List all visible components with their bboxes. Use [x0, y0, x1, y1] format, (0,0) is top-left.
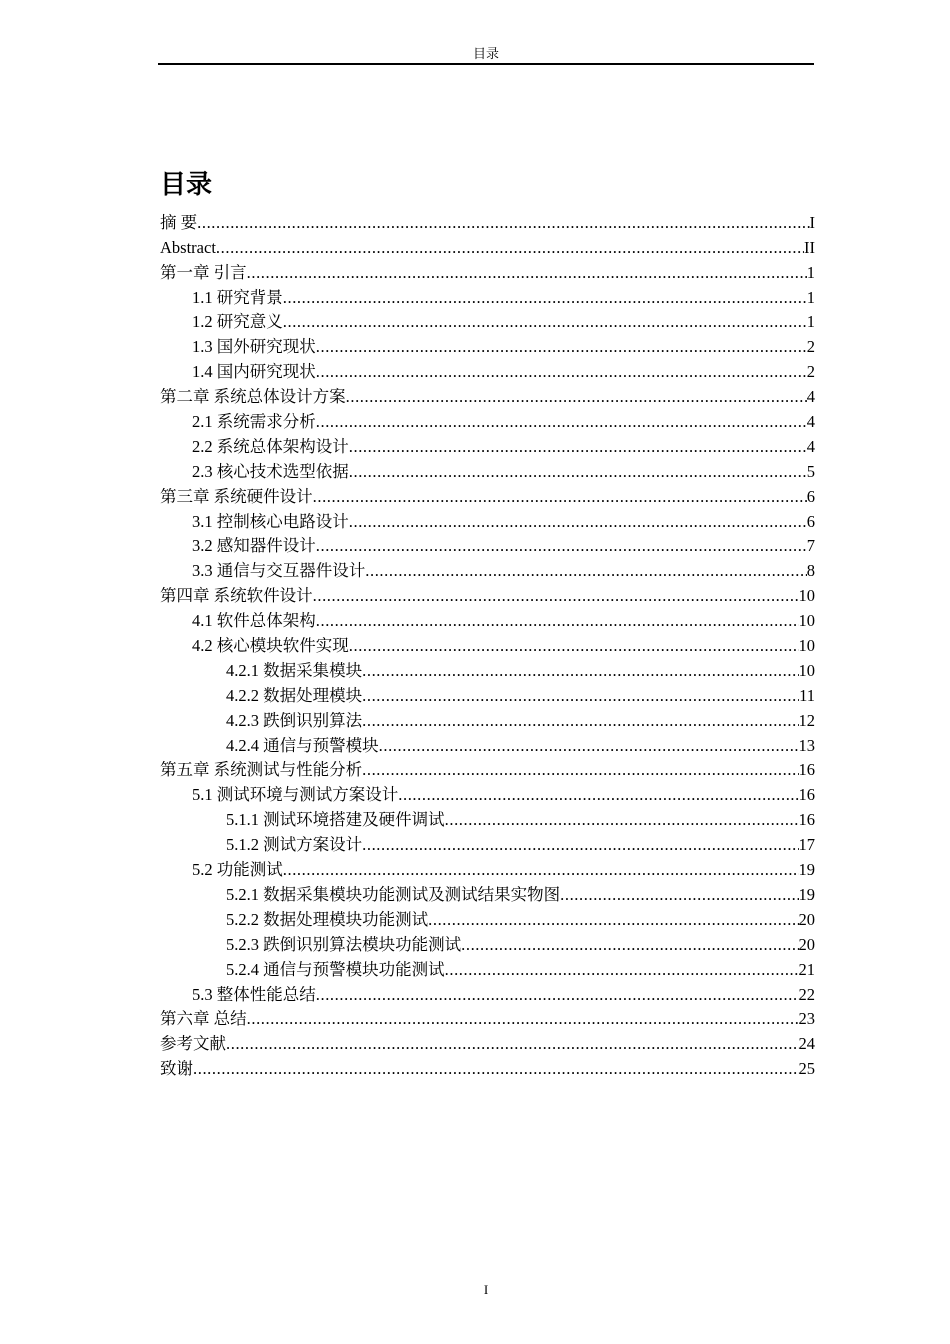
dot-leader: [365, 561, 807, 581]
toc-entry-label: 第二章 系统总体设计方案: [160, 387, 346, 407]
toc-entry-page: II: [804, 237, 815, 257]
toc-entry-page: 17: [798, 835, 815, 855]
toc-entry-label: 5.1.1 测试环境搭建及硬件调试: [226, 810, 445, 830]
toc-entry-page: 21: [798, 959, 815, 979]
toc-entry-label: 第一章 引言: [160, 262, 247, 282]
toc-entry-label: 2.2 系统总体架构设计: [192, 436, 349, 456]
dot-leader: [316, 412, 807, 432]
toc-entry[interactable]: [160, 582, 815, 607]
toc-entry-page: 2: [806, 337, 815, 357]
toc-entry-page: 6: [806, 511, 815, 531]
toc-entry-page: 1: [806, 287, 815, 307]
dot-leader: [316, 985, 799, 1005]
toc-entry-page: 4: [806, 387, 815, 407]
toc-entry-label: 4.2.3 跌倒识别算法: [226, 710, 363, 730]
toc-entry-page: 4: [806, 412, 815, 432]
toc-entry[interactable]: [160, 557, 815, 582]
toc-entry[interactable]: [160, 657, 815, 682]
toc-entry-page: 25: [798, 1059, 815, 1079]
dot-leader: [346, 387, 807, 407]
toc-entry-page: 16: [798, 810, 815, 830]
toc-entry[interactable]: [160, 1006, 815, 1031]
toc-entry-label: 4.2.4 通信与预警模块: [226, 735, 379, 755]
toc-entry-label: 第五章 系统测试与性能分析: [160, 760, 363, 780]
dot-leader: [197, 213, 809, 233]
toc-entry-label: 4.2 核心模块软件实现: [192, 636, 349, 656]
toc-entry-page: 11: [799, 685, 815, 705]
toc-entry[interactable]: [160, 408, 815, 433]
page-number: I: [483, 1282, 489, 1297]
toc-entry-label: 5.3 整体性能总结: [192, 984, 316, 1004]
toc-entry-page: 12: [798, 710, 815, 730]
dot-leader: [560, 885, 798, 905]
toc-entry[interactable]: [160, 732, 815, 757]
toc-entry-page: 20: [798, 934, 815, 954]
toc-entry[interactable]: [160, 1030, 815, 1055]
dot-leader: [362, 711, 798, 731]
toc-entry-label: 5.2.1 数据采集模块功能测试及测试结果实物图: [226, 884, 561, 904]
toc-entry-label: 1.3 国外研究现状: [192, 337, 316, 357]
toc-entry-page: 10: [798, 611, 815, 631]
toc-entry[interactable]: [160, 856, 815, 881]
toc-entry-page: 2: [806, 362, 815, 382]
toc-entry-label: 1.1 研究背景: [192, 287, 283, 307]
toc-entry-label: 5.2.2 数据处理模块功能测试: [226, 909, 429, 929]
dot-leader: [349, 462, 807, 482]
toc-entry[interactable]: [160, 533, 815, 558]
toc-entry-page: 7: [806, 536, 815, 556]
dot-leader: [461, 935, 798, 955]
dot-leader: [316, 611, 799, 631]
toc-entry[interactable]: [160, 831, 815, 856]
toc-entry-label: Abstract: [160, 237, 216, 257]
toc-entry[interactable]: [160, 931, 815, 956]
dot-leader: [349, 636, 799, 656]
toc-entry-page: 1: [806, 312, 815, 332]
toc-entry[interactable]: [160, 881, 815, 906]
toc-entry-label: 3.1 控制核心电路设计: [192, 511, 349, 531]
dot-leader: [362, 760, 798, 780]
toc-entry-label: 2.1 系统需求分析: [192, 412, 316, 432]
toc-entry-page: 22: [798, 984, 815, 1004]
dot-leader: [428, 910, 798, 930]
toc-entry-label: 1.2 研究意义: [192, 312, 283, 332]
toc-entry-page: 13: [798, 735, 815, 755]
toc-entry[interactable]: [160, 458, 815, 483]
dot-leader: [313, 487, 807, 507]
toc-entry-page: 10: [798, 636, 815, 656]
toc-entry-label: 3.2 感知器件设计: [192, 536, 316, 556]
toc-entry-label: 参考文献: [160, 1034, 226, 1054]
dot-leader: [283, 312, 807, 332]
dot-leader: [283, 288, 807, 308]
dot-leader: [398, 785, 798, 805]
toc-entry-page: I: [809, 212, 815, 232]
toc-heading: 目录: [160, 170, 213, 200]
toc-entry-page: 8: [806, 561, 815, 581]
dot-leader: [226, 1034, 799, 1054]
toc-entry-label: 摘 要: [160, 212, 198, 232]
toc-entry[interactable]: [160, 433, 815, 458]
dot-leader: [362, 661, 798, 681]
dot-leader: [247, 263, 807, 283]
dot-leader: [316, 337, 807, 357]
toc-entry-label: 5.2 功能测试: [192, 860, 283, 880]
toc-entry[interactable]: [160, 956, 815, 981]
toc-entry-page: 24: [798, 1034, 815, 1054]
dot-leader: [193, 1059, 799, 1079]
toc-entry[interactable]: [160, 383, 815, 408]
toc-entry-label: 4.2.2 数据处理模块: [226, 685, 363, 705]
header-rule: [158, 63, 814, 65]
toc-entry[interactable]: [160, 358, 815, 383]
toc-entry[interactable]: [160, 607, 815, 632]
toc-entry-page: 4: [806, 436, 815, 456]
toc-entry[interactable]: [160, 682, 815, 707]
toc-entry[interactable]: [160, 284, 815, 309]
toc-entry-label: 第六章 总结: [160, 1009, 247, 1029]
toc-entry-page: 10: [798, 660, 815, 680]
toc-entry[interactable]: [160, 757, 815, 782]
dot-leader: [316, 536, 807, 556]
dot-leader: [313, 586, 799, 606]
toc-entry-label: 3.3 通信与交互器件设计: [192, 561, 366, 581]
toc-entry[interactable]: [160, 508, 815, 533]
table-of-contents: [160, 209, 815, 1080]
toc-entry-page: 20: [798, 909, 815, 929]
toc-entry[interactable]: [160, 707, 815, 732]
dot-leader: [247, 1009, 799, 1029]
toc-entry[interactable]: [160, 309, 815, 334]
toc-entry-label: 5.1.2 测试方案设计: [226, 835, 363, 855]
toc-entry-label: 4.2.1 数据采集模块: [226, 660, 363, 680]
toc-entry[interactable]: [160, 781, 815, 806]
dot-leader: [379, 736, 799, 756]
toc-entry-page: 19: [798, 884, 815, 904]
toc-entry[interactable]: [160, 259, 815, 284]
toc-entry-label: 第三章 系统硬件设计: [160, 486, 313, 506]
toc-entry-page: 10: [798, 586, 815, 606]
dot-leader: [445, 960, 799, 980]
toc-entry-label: 5.1 测试环境与测试方案设计: [192, 785, 399, 805]
toc-entry-page: 16: [798, 785, 815, 805]
toc-entry-label: 致谢: [160, 1059, 193, 1079]
dot-leader: [316, 362, 807, 382]
toc-entry-label: 1.4 国内研究现状: [192, 362, 316, 382]
toc-entry-label: 5.2.4 通信与预警模块功能测试: [226, 959, 445, 979]
dot-leader: [362, 835, 798, 855]
toc-entry-label: 5.2.3 跌倒识别算法模块功能测试: [226, 934, 462, 954]
dot-leader: [445, 810, 799, 830]
toc-entry-page: 16: [798, 760, 815, 780]
toc-entry[interactable]: [160, 333, 815, 358]
toc-entry-page: 23: [798, 1009, 815, 1029]
toc-entry[interactable]: [160, 632, 815, 657]
toc-entry-page: 5: [806, 461, 815, 481]
dot-leader: [216, 238, 804, 258]
dot-leader: [349, 437, 807, 457]
toc-entry-label: 2.3 核心技术选型依据: [192, 461, 349, 481]
toc-entry[interactable]: [160, 209, 815, 234]
toc-entry-page: 1: [806, 262, 815, 282]
toc-entry-label: 4.1 软件总体架构: [192, 611, 316, 631]
running-header: 目录: [472, 46, 499, 61]
toc-entry-page: 6: [806, 486, 815, 506]
dot-leader: [349, 512, 807, 532]
dot-leader: [362, 686, 799, 706]
toc-entry[interactable]: [160, 234, 815, 259]
toc-entry[interactable]: [160, 1055, 815, 1080]
dot-leader: [283, 860, 799, 880]
toc-entry[interactable]: [160, 981, 815, 1006]
toc-entry[interactable]: [160, 806, 815, 831]
toc-entry-page: 19: [798, 860, 815, 880]
toc-entry-label: 第四章 系统软件设计: [160, 586, 313, 606]
toc-entry[interactable]: [160, 906, 815, 931]
toc-entry[interactable]: [160, 483, 815, 508]
